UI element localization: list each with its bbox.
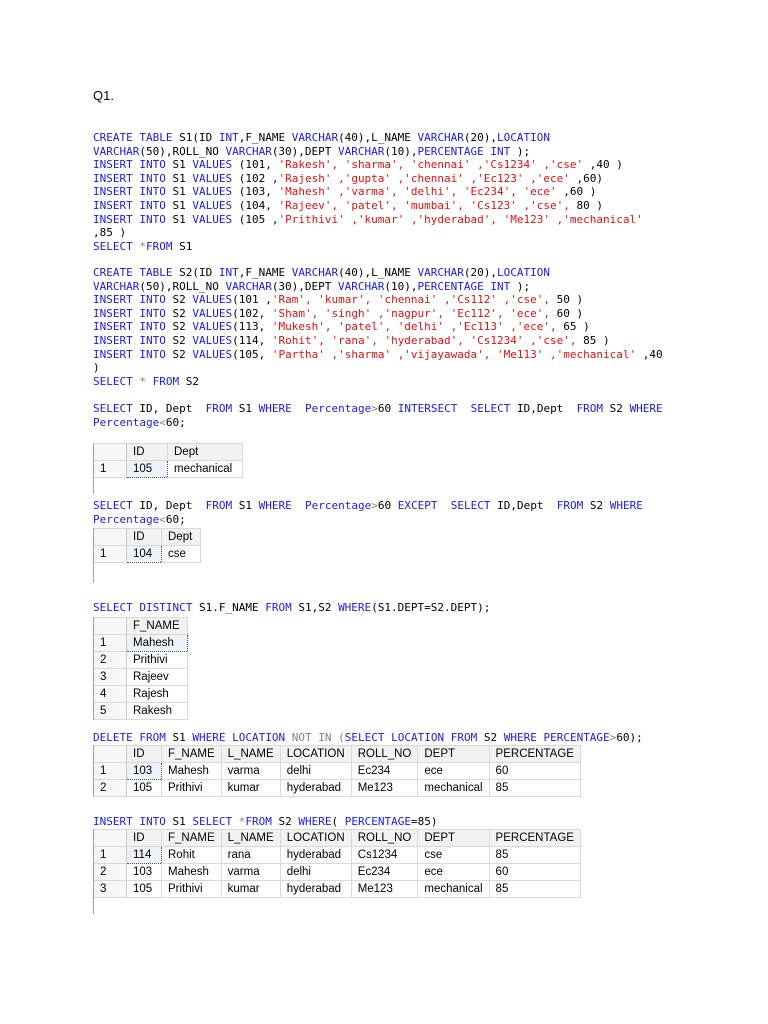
grid-cell[interactable]: Cs1234 xyxy=(351,847,418,864)
kw: WHERE xyxy=(192,731,226,744)
grid-tail xyxy=(94,898,127,915)
code-text: (30),DEPT xyxy=(271,144,339,158)
grid-cell[interactable]: varma xyxy=(221,864,280,881)
code-text: (S1.DEPT=S2.DEPT); xyxy=(371,601,491,614)
grid-cell[interactable]: 103 xyxy=(127,763,162,780)
code-text: S1,S2 xyxy=(291,601,339,614)
row-number[interactable]: 2 xyxy=(94,864,127,881)
row-number[interactable]: 3 xyxy=(94,669,127,686)
row-number[interactable]: 1 xyxy=(94,635,127,652)
kw: SELECT xyxy=(93,374,133,388)
code-text: S2 xyxy=(271,815,299,828)
kw: INTERSECT xyxy=(397,402,458,415)
code-text: ); xyxy=(510,144,531,158)
kw: INSERT INTO xyxy=(93,158,166,172)
grid-cell[interactable]: 105 xyxy=(127,881,162,898)
grid-cell[interactable]: 85 xyxy=(489,847,580,864)
code-text: ,40 xyxy=(642,347,663,361)
kw: INSERT INTO xyxy=(93,171,166,185)
code-text xyxy=(444,731,451,744)
kw: LOCATION xyxy=(497,266,551,279)
kw: Percentage xyxy=(93,512,160,526)
code-text: (10), xyxy=(384,279,418,293)
string: 'Mukesh', 'patel', 'delhi' ,'Ec113' ,'ece', xyxy=(271,320,564,334)
col-header[interactable]: DEPT xyxy=(418,746,489,763)
code-text: S2 xyxy=(165,347,193,361)
code-text: ) xyxy=(93,361,100,375)
kw: Percentage xyxy=(93,415,160,429)
row-header-corner xyxy=(94,444,127,461)
grid-cell[interactable]: Me123 xyxy=(351,780,418,797)
code-text: 60 ) xyxy=(556,306,584,320)
code-block-s2 xyxy=(93,266,663,388)
grid-cell[interactable]: Rajesh xyxy=(127,686,188,703)
code-text: ,60) xyxy=(576,171,603,185)
grid-cell[interactable]: hyderabad xyxy=(280,847,351,864)
code-text: S2 xyxy=(583,499,610,512)
kw: SELECT xyxy=(450,499,491,512)
col-header[interactable]: F_NAME xyxy=(127,618,188,635)
grid-tail xyxy=(94,478,127,495)
grid-cell[interactable]: Mahesh xyxy=(127,635,188,652)
kw: FROM xyxy=(245,815,272,828)
kw: LOCATION xyxy=(232,731,286,744)
code-text: (113, xyxy=(232,320,272,334)
row-header-corner xyxy=(94,830,127,847)
col-header[interactable]: L_NAME xyxy=(221,746,280,763)
col-header[interactable]: PERCENTAGE xyxy=(489,746,580,763)
grid-cell[interactable]: 85 xyxy=(489,881,580,898)
col-header[interactable]: PERCENTAGE xyxy=(489,830,580,847)
kw: VALUES xyxy=(192,158,233,172)
code-text: S2 xyxy=(165,320,193,334)
code-text: S1 xyxy=(165,185,193,199)
query-except xyxy=(93,499,643,526)
query-distinct xyxy=(93,601,490,615)
kw: INSERT INTO xyxy=(93,198,166,212)
grid-cell[interactable]: hyderabad xyxy=(280,780,351,797)
code-text: 60); xyxy=(616,731,643,744)
code-text: S2 xyxy=(165,306,193,320)
kw: EXCEPT xyxy=(397,499,438,512)
code-text: ,40 ) xyxy=(589,158,623,172)
query-insert-select xyxy=(93,815,437,829)
code-text: S2 xyxy=(165,293,193,307)
kw: VALUES xyxy=(192,333,233,347)
kw: FROM xyxy=(205,402,233,415)
string: 'Rajesh' ,'gupta' ,'chennai' ,'Ec123' ,'ece' xyxy=(278,171,577,185)
code-text xyxy=(457,402,470,415)
grid-cell[interactable]: Prithivi xyxy=(162,881,222,898)
code-text: (101, xyxy=(232,158,279,172)
grid-cell[interactable]: kumar xyxy=(221,780,280,797)
grid-cell[interactable]: Rajeev xyxy=(127,669,188,686)
code-text: (50),ROLL_NO xyxy=(139,279,226,293)
code-text: S1 xyxy=(165,158,193,172)
kw: FROM xyxy=(265,601,292,614)
operator: < xyxy=(159,512,166,526)
kw: INSERT INTO xyxy=(93,185,166,199)
code-text: ,85 ) xyxy=(93,226,127,240)
code-text: S2 xyxy=(179,374,199,388)
row-number[interactable]: 1 xyxy=(94,847,127,864)
kw: INSERT INTO xyxy=(93,212,166,226)
col-header[interactable]: ID xyxy=(127,444,168,461)
string: 'Rakesh', 'sharma', 'chennai' ,'Cs1234' ,'cse' xyxy=(278,158,590,172)
kw: WHERE xyxy=(258,402,292,415)
code-text: 50 ) xyxy=(556,293,584,307)
kw: FROM xyxy=(146,239,173,253)
kw: FROM xyxy=(576,402,604,415)
string: 'Prithivi' ,'kumar' ,'hyderabad', 'Me123' ,'mechanical' xyxy=(278,212,643,226)
grid-cell[interactable]: 105 xyxy=(127,780,162,797)
grid-cell[interactable]: 114 xyxy=(127,847,162,864)
row-number[interactable]: 2 xyxy=(94,652,127,669)
grid-cell[interactable]: ece xyxy=(418,763,489,780)
row-header-corner xyxy=(94,529,127,546)
kw: FROM xyxy=(450,731,478,744)
kw: CREATE TABLE xyxy=(93,131,173,144)
operator: ( xyxy=(331,731,345,744)
grid-cell[interactable]: 60 xyxy=(489,763,580,780)
kw: VALUES xyxy=(192,293,233,307)
grid-cell[interactable]: varma xyxy=(221,763,280,780)
kw: VALUES xyxy=(192,185,233,199)
result-grid-insert xyxy=(93,829,581,914)
code-text: 60; xyxy=(165,415,186,429)
code-text: (105, xyxy=(232,347,272,361)
code-text: (102 , xyxy=(232,171,279,185)
row-number[interactable]: 4 xyxy=(94,686,127,703)
operator: * xyxy=(232,815,246,828)
kw: VARCHAR xyxy=(225,144,272,158)
col-header[interactable]: F_NAME xyxy=(162,746,222,763)
code-text: S1 xyxy=(165,212,193,226)
kw: Percentage xyxy=(304,402,372,415)
grid-tail xyxy=(127,563,162,584)
string: 'Rohit', 'rana', 'hyderabad', 'Cs1234' ,'cse', xyxy=(271,333,584,347)
operator: > xyxy=(371,499,378,512)
grid-cell[interactable]: 104 xyxy=(127,546,162,563)
code-text: S1 xyxy=(232,499,259,512)
kw: WHERE xyxy=(609,499,643,512)
query-delete xyxy=(93,731,643,745)
grid-tail xyxy=(127,478,168,495)
code-text: S1.F_NAME xyxy=(192,601,266,614)
row-number[interactable]: 3 xyxy=(94,881,127,898)
grid-cell[interactable]: mechanical xyxy=(418,780,489,797)
code-text: ID, Dept xyxy=(132,402,206,415)
code-text xyxy=(437,499,450,512)
code-text: (101 , xyxy=(232,293,272,307)
kw: VARCHAR xyxy=(417,266,464,279)
grid-cell[interactable]: 105 xyxy=(127,461,168,478)
grid-cell[interactable]: mechanical xyxy=(168,461,243,478)
code-text: 60 xyxy=(377,402,398,415)
result-grid-distinct xyxy=(93,617,188,720)
kw: FROM xyxy=(556,499,584,512)
grid-cell[interactable]: Mahesh xyxy=(162,763,222,780)
operator: < xyxy=(159,415,166,429)
kw: VALUES xyxy=(192,171,233,185)
col-header[interactable]: ROLL_NO xyxy=(351,830,418,847)
code-text: 60 xyxy=(377,499,398,512)
code-text: ,60 ) xyxy=(563,185,597,199)
code-text: (114, xyxy=(232,333,272,347)
code-text: ); xyxy=(510,279,531,293)
kw: INSERT INTO xyxy=(93,815,166,828)
kw: LOCATION xyxy=(391,731,445,744)
row-number[interactable]: 2 xyxy=(94,780,127,797)
operator: * xyxy=(132,239,146,253)
code-text: S1 xyxy=(232,402,259,415)
kw: SELECT xyxy=(470,402,511,415)
code-text xyxy=(292,402,305,415)
code-text: (30),DEPT xyxy=(271,279,339,293)
kw: VARCHAR xyxy=(225,279,272,293)
operator: NOT IN xyxy=(291,731,332,744)
grid-cell[interactable]: kumar xyxy=(221,881,280,898)
kw: VALUES xyxy=(192,347,233,361)
grid-cell[interactable]: Rohit xyxy=(162,847,222,864)
kw: INSERT INTO xyxy=(93,293,166,307)
grid-cell[interactable]: Ec234 xyxy=(351,864,418,881)
grid-cell[interactable]: Mahesh xyxy=(162,864,222,881)
code-text: (50),ROLL_NO xyxy=(139,144,226,158)
code-text: (10), xyxy=(384,144,418,158)
grid-cell[interactable]: rana xyxy=(221,847,280,864)
kw: WHERE xyxy=(298,815,332,828)
row-number[interactable]: 1 xyxy=(94,546,127,563)
grid-cell[interactable]: hyderabad xyxy=(280,881,351,898)
code-text: S1(ID xyxy=(172,131,219,144)
row-number[interactable]: 1 xyxy=(94,461,127,478)
code-text: (104, xyxy=(232,198,279,212)
grid-cell[interactable]: delhi xyxy=(280,763,351,780)
grid-tail xyxy=(162,563,201,584)
grid-cell[interactable]: Prithivi xyxy=(162,780,222,797)
code-text: 65 ) xyxy=(563,320,590,334)
grid-cell[interactable]: Ec234 xyxy=(351,763,418,780)
kw: INSERT INTO xyxy=(93,347,166,361)
kw: SELECT xyxy=(93,239,133,253)
kw: WHERE xyxy=(629,402,663,415)
code-text: S2(ID xyxy=(172,266,219,279)
string: 'Mahesh' ,'varma', 'delhi', 'Ec234', 'ece' xyxy=(278,185,564,199)
kw: INSERT INTO xyxy=(93,333,166,347)
row-header-corner xyxy=(94,746,127,763)
operator: > xyxy=(609,731,617,744)
kw: VARCHAR xyxy=(93,144,140,158)
kw: SELECT DISTINCT xyxy=(93,601,193,614)
code-text: S2 xyxy=(165,333,193,347)
grid-cell[interactable]: cse xyxy=(162,546,201,563)
code-text: S1 xyxy=(165,171,193,185)
col-header[interactable]: LOCATION xyxy=(280,830,351,847)
code-text: ID,Dept xyxy=(490,499,557,512)
row-header-corner xyxy=(94,618,127,635)
kw: INT xyxy=(218,266,239,279)
code-text: (20), xyxy=(463,131,498,144)
kw: WHERE xyxy=(503,731,537,744)
col-header[interactable]: ID xyxy=(127,529,162,546)
grid-tail xyxy=(168,478,243,495)
code-text: ,F_NAME xyxy=(238,266,292,279)
col-header[interactable]: ID xyxy=(127,830,162,847)
col-header[interactable]: Dept xyxy=(168,444,243,461)
code-text: (40),L_NAME xyxy=(338,131,418,144)
question-title: Q1. xyxy=(93,88,114,103)
kw: VARCHAR xyxy=(291,266,339,279)
kw: INT xyxy=(218,131,239,144)
kw: FROM xyxy=(152,374,180,388)
code-text: 85 ) xyxy=(583,333,610,347)
code-text: (105 , xyxy=(232,212,279,226)
code-text: S1 xyxy=(165,731,193,744)
query-intersect xyxy=(93,402,663,429)
col-header[interactable]: DEPT xyxy=(418,830,489,847)
code-text: 80 ) xyxy=(576,198,603,212)
kw: PERCENTAGE INT xyxy=(417,279,511,293)
grid-cell[interactable]: delhi xyxy=(280,864,351,881)
kw: VARCHAR xyxy=(291,131,339,144)
col-header[interactable]: F_NAME xyxy=(162,830,222,847)
result-grid-except xyxy=(93,528,201,583)
kw: PERCENTAGE xyxy=(543,731,610,744)
kw: VALUES xyxy=(192,212,233,226)
row-number[interactable]: 1 xyxy=(94,763,127,780)
kw: VALUES xyxy=(192,306,233,320)
kw: INSERT INTO xyxy=(93,306,166,320)
kw: FROM xyxy=(205,499,233,512)
code-text: S1 xyxy=(165,198,193,212)
col-header[interactable]: LOCATION xyxy=(280,746,351,763)
col-header[interactable]: ID xyxy=(127,746,162,763)
grid-cell[interactable]: 103 xyxy=(127,864,162,881)
code-text: (20), xyxy=(463,266,498,279)
kw: DELETE FROM xyxy=(93,731,166,744)
kw: SELECT xyxy=(192,815,233,828)
code-text: S2 xyxy=(603,402,630,415)
kw: VALUES xyxy=(192,198,233,212)
kw: WHERE xyxy=(338,601,372,614)
kw: VARCHAR xyxy=(338,144,385,158)
kw: LOCATION xyxy=(497,131,551,144)
code-text: S1 xyxy=(165,815,193,828)
code-text xyxy=(285,731,292,744)
kw: VALUES xyxy=(192,320,233,334)
kw: PERCENTAGE INT xyxy=(417,144,511,158)
code-text: (40),L_NAME xyxy=(338,266,418,279)
grid-cell[interactable]: 60 xyxy=(489,864,580,881)
grid-cell[interactable]: mechanical xyxy=(418,881,489,898)
grid-cell[interactable]: 85 xyxy=(489,780,580,797)
grid-tail xyxy=(94,563,127,584)
kw: SELECT xyxy=(93,402,133,415)
kw: VARCHAR xyxy=(93,279,140,293)
grid-cell[interactable]: Me123 xyxy=(351,881,418,898)
kw: VARCHAR xyxy=(417,131,464,144)
kw: Percentage xyxy=(304,499,372,512)
operator: > xyxy=(371,402,378,415)
kw: CREATE TABLE xyxy=(93,266,173,279)
kw: SELECT xyxy=(93,499,133,512)
code-text: ID,Dept xyxy=(510,402,577,415)
operator: * xyxy=(132,374,153,388)
string: 'Partha' ,'sharma' ,'vijayawada', 'Me113' ,'mechanical' xyxy=(271,347,643,361)
col-header[interactable]: L_NAME xyxy=(221,830,280,847)
code-text xyxy=(292,499,305,512)
row-number[interactable]: 5 xyxy=(94,703,127,720)
result-grid-intersect xyxy=(93,443,243,494)
grid-cell[interactable]: cse xyxy=(418,847,489,864)
kw: INSERT INTO xyxy=(93,320,166,334)
grid-cell[interactable]: Rakesh xyxy=(127,703,188,720)
code-text: ( xyxy=(331,815,345,828)
kw: VARCHAR xyxy=(338,279,385,293)
code-text: S2 xyxy=(477,731,504,744)
kw: WHERE xyxy=(258,499,292,512)
code-text: (102, xyxy=(232,306,272,320)
grid-cell[interactable]: Prithivi xyxy=(127,652,188,669)
code-text: 60; xyxy=(165,512,186,526)
code-text: ID, Dept xyxy=(132,499,206,512)
code-text: S1 xyxy=(172,239,193,253)
kw: SELECT xyxy=(344,731,385,744)
col-header[interactable]: ROLL_NO xyxy=(351,746,418,763)
code-text: =85) xyxy=(410,815,438,828)
result-grid-delete xyxy=(93,745,581,797)
col-header[interactable]: Dept xyxy=(162,529,201,546)
string: 'Ram', 'kumar', 'chennai' ,'Cs112' ,'cse', xyxy=(271,293,557,307)
code-text: (103, xyxy=(232,185,279,199)
string: 'Rajeev', 'patel', 'mumbai', 'Cs123' ,'cse', xyxy=(278,198,577,212)
code-text: ,F_NAME xyxy=(238,131,292,144)
code-block-s1 xyxy=(93,131,643,253)
kw: PERCENTAGE xyxy=(344,815,411,828)
grid-cell[interactable]: ece xyxy=(418,864,489,881)
string: 'Sham', 'singh' ,'nagpur', 'Ec112', 'ece', xyxy=(271,306,557,320)
